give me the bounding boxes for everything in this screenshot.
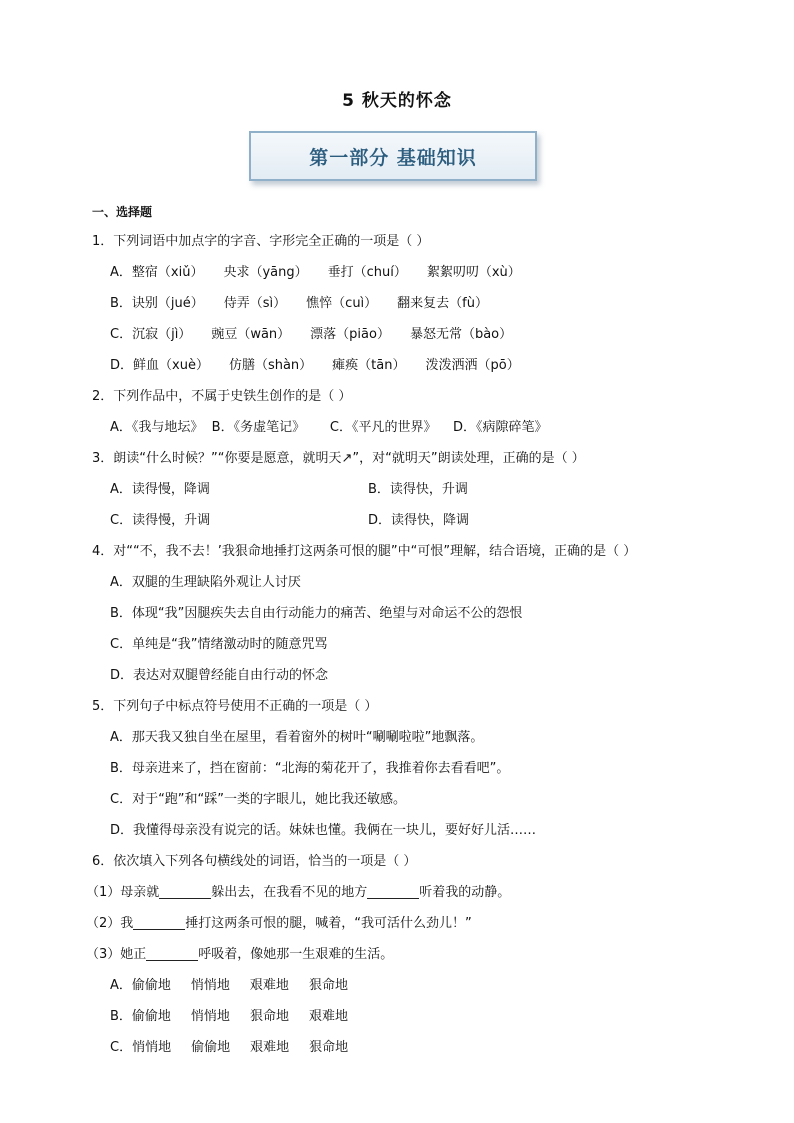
option-item: 仿膳（shàn） [228, 358, 313, 373]
question-6-sentence-3 [86, 939, 742, 970]
option-item: 翻来复去（fù） [397, 296, 488, 311]
section-banner [249, 131, 537, 181]
question-4-stem: 4．对““不，我不去！’我狠命地捶打这两条可恨的腿”中“可恨”理解，结合语境，正确的是（ ） [92, 544, 637, 559]
sentence-text: （3）她正 [86, 947, 147, 962]
option-item: 憔悴（cuì） [306, 296, 378, 311]
option-b: B．读得快，升调 [368, 482, 468, 497]
option-item: 悄悄地 [190, 978, 230, 993]
sentence-text: 捶打这两条可恨的腿，喊着，“我可活什么劲儿！” [185, 916, 472, 931]
option-item: 暴怒无常（bào） [409, 327, 513, 342]
question-6-option-c [92, 1032, 742, 1063]
option-item: 悄悄地 [190, 1009, 230, 1024]
option-item: A．整宿（xiǔ） [110, 265, 204, 280]
sentence-text: （2）我 [86, 916, 134, 931]
question-1-option-b [92, 288, 742, 319]
question-list [86, 198, 742, 1063]
fill-blank [133, 915, 185, 930]
option-c: C．读得慢，升调 [110, 513, 211, 528]
section-heading: 一、选择题 [92, 205, 153, 219]
option-item: 豌豆（wān） [211, 327, 291, 342]
question-2-stem: 2．下列作品中，不属于史铁生创作的是（ ） [92, 389, 352, 404]
question-4-option-b: B．体现“我”因腿疾失去自由行动能力的痛苦、绝望与对命运不公的怨恨 [110, 606, 523, 621]
option-item: 偷偷地 [191, 1040, 231, 1055]
question-6-option-b [92, 1001, 742, 1032]
question-6-sentence-2 [86, 908, 742, 939]
question-1-option-d [92, 350, 742, 381]
question-1-stem: 1．下列词语中加点字的字音、字形完全正确的一项是（ ） [92, 234, 430, 249]
question-3-stem: 3．朗读“什么时候？”“你要是愿意，就明天↗”，对“就明天”朗读处理，正确的是（ ） [92, 451, 585, 466]
option-item: 瘫痪（tān） [332, 358, 406, 373]
option-item: A．偷偷地 [110, 978, 171, 993]
option-item: B．诀别（jué） [110, 296, 204, 311]
question-4-option-c: C．单纯是“我”情绪激动时的随意咒骂 [110, 637, 328, 652]
option-item: 艰难地 [249, 978, 289, 993]
option-item: 泼泼洒洒（pō） [425, 358, 520, 373]
question-6-option-a [92, 970, 742, 1001]
option-item: 垂打（chuí） [327, 265, 407, 280]
question-1-option-c [92, 319, 742, 350]
option-item: 艰难地 [250, 1040, 290, 1055]
option-item: 絮絮叨叨（xù） [426, 265, 521, 280]
option-item: 艰难地 [308, 1009, 348, 1024]
sentence-text: 呼吸着，像她那一生艰难的生活。 [198, 947, 394, 962]
question-5-option-d: D．我懂得母亲没有说完的话。妹妹也懂。我俩在一块儿，要好好儿活…… [110, 823, 537, 838]
sentence-text: 躲出去，在我看不见的地方 [211, 885, 368, 900]
page-title: 5 秋天的怀念 [342, 91, 452, 111]
question-5-option-b: B．母亲进来了，挡在窗前：“北海的菊花开了，我推着你去看看吧”。 [110, 761, 510, 776]
question-6-stem: 6．依次填入下列各句横线处的词语，恰当的一项是（ ） [92, 854, 417, 869]
option-item: 狠命地 [309, 1040, 349, 1055]
option-item: 狠命地 [308, 978, 348, 993]
question-5-option-c: C．对于“跑”和“踩”一类的字眼儿，她比我还敏感。 [110, 792, 407, 807]
question-3-options-row-1 [92, 474, 742, 505]
fill-blank [146, 946, 198, 961]
option-item: 漂落（piāo） [310, 327, 390, 342]
sentence-text: 听着我的动静。 [419, 885, 511, 900]
question-2-options: A．《我与地坛》 B．《务虚笔记》 C．《平凡的世界》 D．《病隙碎笔》 [110, 420, 548, 435]
option-item: 狠命地 [249, 1009, 289, 1024]
option-item: 央求（yāng） [223, 265, 308, 280]
question-3-options-row-2 [92, 505, 742, 536]
question-1-option-a [92, 257, 742, 288]
option-item: D．鲜血（xuè） [110, 358, 209, 373]
banner-label: 第一部分 基础知识 [309, 146, 477, 169]
fill-blank [367, 884, 419, 899]
option-d: D．读得快，降调 [368, 513, 470, 528]
question-4-option-d: D．表达对双腿曾经能自由行动的怀念 [110, 668, 329, 683]
question-5-stem: 5．下列句子中标点符号使用不正确的一项是（ ） [92, 699, 378, 714]
sentence-text: （1）母亲就 [86, 885, 160, 900]
question-4-option-a: A．双腿的生理缺陷外观让人讨厌 [110, 575, 301, 590]
option-item: C．悄悄地 [110, 1040, 172, 1055]
fill-blank [159, 884, 211, 899]
option-item: 侍弄（sì） [223, 296, 287, 311]
option-a: A．读得慢，降调 [110, 482, 210, 497]
question-6-sentence-1 [86, 877, 742, 908]
option-item: C．沉寂（jì） [110, 327, 192, 342]
option-item: B．偷偷地 [110, 1009, 171, 1024]
question-5-option-a: A．那天我又独自坐在屋里，看着窗外的树叶“唰唰啦啦”地飘落。 [110, 730, 484, 745]
